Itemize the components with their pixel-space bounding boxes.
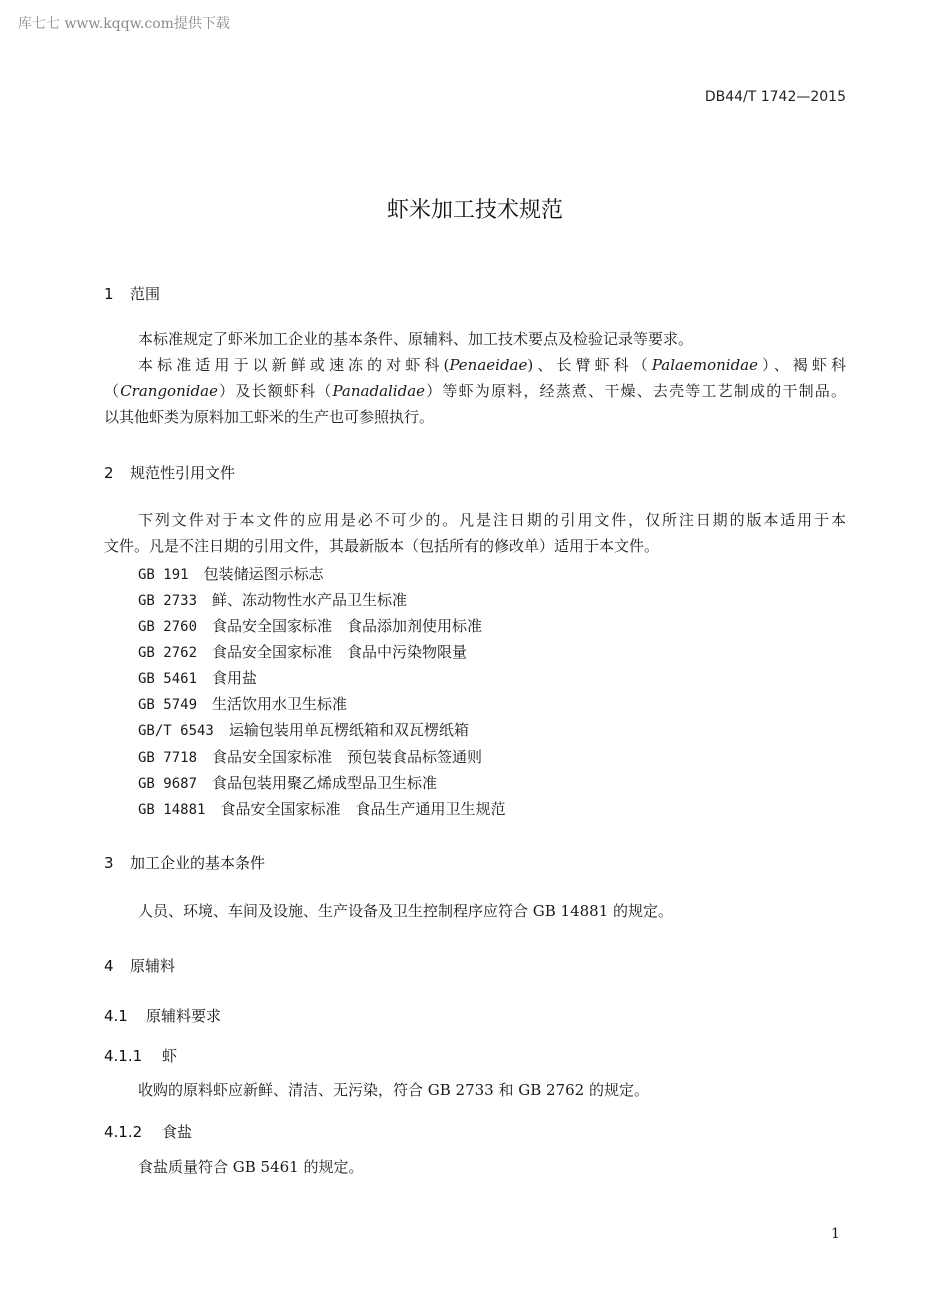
page-title: 虾米加工技术规范 bbox=[386, 198, 563, 223]
text: （ bbox=[104, 382, 121, 400]
reference-item bbox=[138, 667, 257, 688]
reference-title: 鲜、冻动物性水产品卫生标准 bbox=[212, 591, 408, 609]
reference-item bbox=[138, 772, 437, 793]
scope-paragraph-1: 本标准规定了虾米加工企业的基本条件、原辅料、加工技术要点及检验记录等要求。 bbox=[138, 330, 694, 348]
section-title: 规范性引用文件 bbox=[130, 464, 236, 482]
text: 本标准适用于以新鲜或速冻的对虾科( bbox=[138, 356, 450, 374]
reference-code: GB 9687 bbox=[138, 776, 198, 792]
reference-item bbox=[138, 641, 467, 662]
reference-item bbox=[138, 746, 482, 767]
reference-item bbox=[138, 589, 407, 610]
section-title: 加工企业的基本条件 bbox=[130, 854, 266, 872]
salt-requirement-paragraph: 食盐质量符合 GB 5461 的规定。 bbox=[138, 1158, 364, 1176]
reference-code: GB 2733 bbox=[138, 593, 198, 609]
reference-item bbox=[138, 693, 347, 714]
latin-name: Palaemonidae bbox=[651, 356, 759, 374]
basic-conditions-paragraph: 人员、环境、车间及设施、生产设备及卫生控制程序应符合 GB 14881 的规定。 bbox=[138, 902, 674, 920]
section-title: 食盐 bbox=[162, 1123, 193, 1141]
subsection-heading-raw-material-requirements bbox=[104, 1005, 221, 1026]
section-number: 4.1 bbox=[104, 1007, 128, 1025]
subsection-heading-salt bbox=[104, 1121, 192, 1142]
text: )、长臂虾科（ bbox=[527, 356, 652, 374]
section-title: 原辅料 bbox=[130, 957, 176, 975]
section-heading-references bbox=[104, 462, 235, 483]
section-heading-raw-materials bbox=[104, 955, 175, 976]
section-number: 1 bbox=[104, 285, 114, 303]
reference-code: GB/T 6543 bbox=[138, 723, 214, 739]
reference-item bbox=[138, 719, 469, 740]
references-intro-line-1: 下列文件对于本文件的应用是必不可少的。凡是注日期的引用文件，仅所注日期的版本适用于本 bbox=[138, 511, 846, 529]
shrimp-requirement-paragraph: 收购的原料虾应新鲜、清洁、无污染，符合 GB 2733 和 GB 2762 的规定。 bbox=[138, 1081, 649, 1099]
reference-title: 食品安全国家标准 食品生产通用卫生规范 bbox=[220, 800, 506, 818]
latin-name: Panadalidae bbox=[332, 382, 426, 400]
reference-item bbox=[138, 563, 324, 584]
reference-title: 食品安全国家标准 食品中污染物限量 bbox=[212, 643, 468, 661]
latin-name: Penaeidae bbox=[449, 356, 528, 374]
reference-code: GB 5749 bbox=[138, 697, 198, 713]
reference-item bbox=[138, 798, 505, 819]
section-number: 4 bbox=[104, 957, 114, 975]
reference-title: 生活饮用水卫生标准 bbox=[212, 695, 348, 713]
reference-title: 包装储运图示标志 bbox=[203, 565, 324, 583]
watermark: 库七七 www.kqqw.com提供下载 bbox=[18, 16, 230, 32]
section-heading-basic-conditions bbox=[104, 852, 265, 873]
section-number: 4.1.1 bbox=[104, 1047, 143, 1065]
reference-code: GB 14881 bbox=[138, 802, 206, 818]
section-heading-scope bbox=[104, 283, 160, 304]
latin-name: Crangonidae bbox=[120, 382, 218, 400]
scope-paragraph-2-line-3: 以其他虾类为原料加工虾米的生产也可参照执行。 bbox=[104, 408, 435, 426]
reference-title: 食品安全国家标准 食品添加剂使用标准 bbox=[212, 617, 483, 635]
section-title: 虾 bbox=[162, 1047, 178, 1065]
page-number: 1 bbox=[831, 1226, 840, 1242]
reference-title: 食用盐 bbox=[212, 669, 258, 687]
scope-paragraph-2-line-2 bbox=[104, 378, 846, 404]
reference-title: 食品包装用聚乙烯成型品卫生标准 bbox=[212, 774, 438, 792]
references-intro-line-2: 文件。凡是不注日期的引用文件，其最新版本（包括所有的修改单）适用于本文件。 bbox=[104, 537, 660, 555]
section-title: 范围 bbox=[130, 285, 161, 303]
reference-code: GB 7718 bbox=[138, 750, 198, 766]
section-number: 2 bbox=[104, 464, 114, 482]
section-number: 4.1.2 bbox=[104, 1123, 143, 1141]
reference-code: GB 2762 bbox=[138, 645, 198, 661]
document-code: DB44/T 1742—2015 bbox=[704, 89, 846, 105]
scope-paragraph-2-line-1 bbox=[138, 352, 846, 378]
section-number: 3 bbox=[104, 854, 114, 872]
reference-title: 运输包装用单瓦楞纸箱和双瓦楞纸箱 bbox=[228, 721, 469, 739]
reference-title: 食品安全国家标准 预包装食品标签通则 bbox=[212, 748, 483, 766]
reference-item bbox=[138, 615, 482, 636]
subsection-heading-shrimp bbox=[104, 1045, 177, 1066]
reference-code: GB 5461 bbox=[138, 671, 198, 687]
text: ）及长额虾科（ bbox=[217, 382, 333, 400]
reference-code: GB 191 bbox=[138, 567, 189, 583]
section-title: 原辅料要求 bbox=[146, 1007, 222, 1025]
reference-code: GB 2760 bbox=[138, 619, 198, 635]
text: ）等虾为原料，经蒸煮、干燥、去壳等工艺制成的干制品。 bbox=[425, 382, 846, 400]
text: ）、褐虾科 bbox=[758, 356, 846, 374]
